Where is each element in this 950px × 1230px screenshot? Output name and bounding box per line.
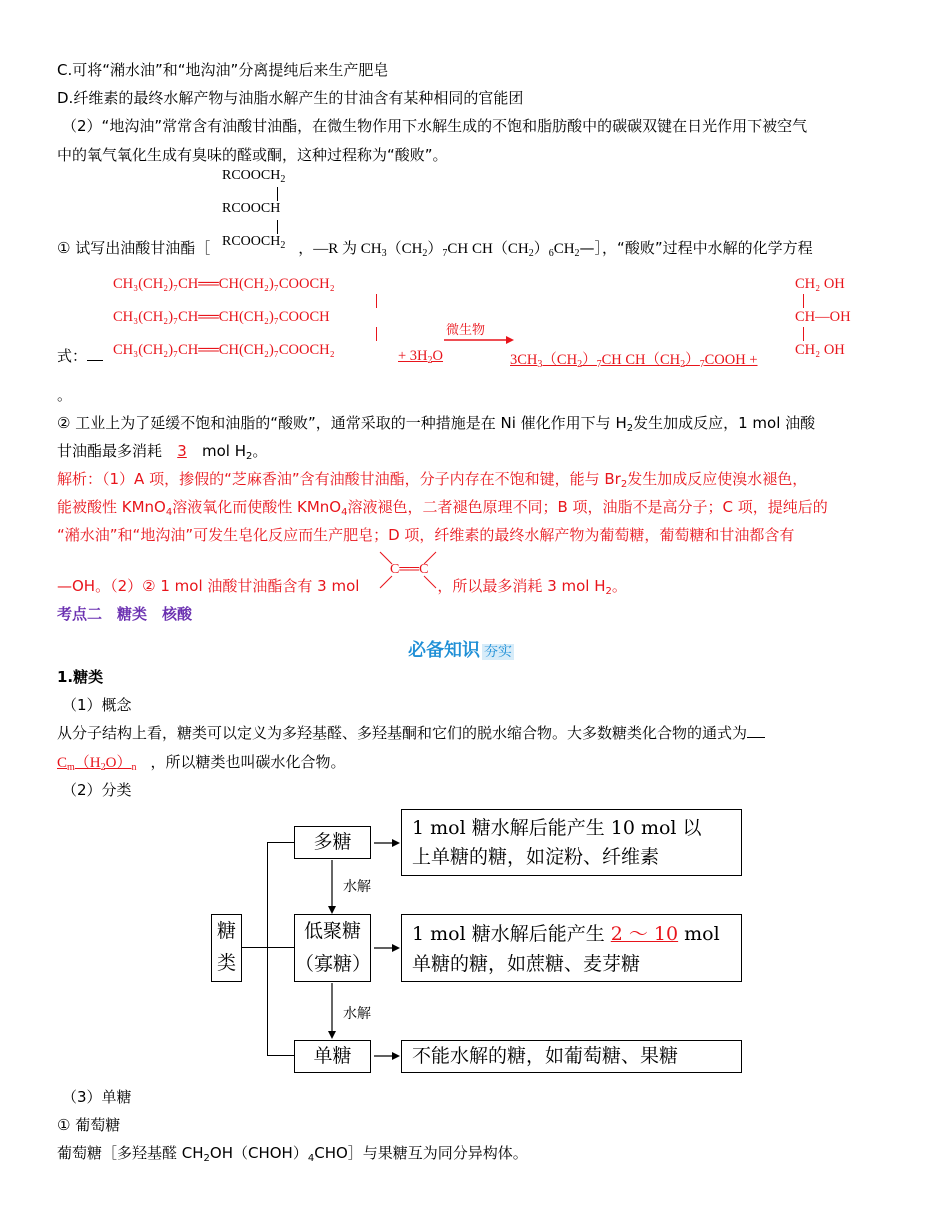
explanation-line1: 解析：（1）A 项，掺假的“芝麻香油”含有油酸甘油酯，分子内存在不饱和键，能与 $Br_2$发生加成反应使溴水褪色， bbox=[57, 470, 808, 490]
oligo-box: 低聚糖 （寡糖） bbox=[294, 914, 371, 982]
heading-sugars: 1.糖类 bbox=[57, 668, 104, 686]
reactant-row-1: CH₃(CH₂)₇CH══CH(CH₂)₇COOCH₂ bbox=[113, 276, 335, 292]
heading-monosaccharide: （3）单糖 bbox=[62, 1088, 132, 1106]
reactant-row-3: CH₃(CH₂)₇CH══CH(CH₂)₇COOCH₂ bbox=[113, 342, 335, 358]
hydrolysis-label-1: 水解 bbox=[343, 879, 371, 895]
structure-bond-2 bbox=[277, 220, 278, 234]
mono-box: 单糖 bbox=[294, 1040, 371, 1073]
poly-box: 多糖 bbox=[294, 826, 371, 859]
question-2-sub-line1: ② 工业上为了延缓不饱和油脂的“酸败”，通常采取的一种措施是在 Ni 催化作用下与 $H_2$发生加成反应，1 mol 油酸 bbox=[57, 414, 816, 434]
double-bond-label: C══C bbox=[390, 562, 429, 577]
explanation-line2: 能被酸性 KMnO$_4$溶液氧化而使酸性 KMnO$_4$溶液褪色，二者褪色原理不同；B 项，油脂不是高分子；C 项，提纯后的 bbox=[57, 498, 828, 518]
banner-title: 必备知识 bbox=[408, 640, 480, 661]
glucose-line: 葡萄糖［多羟基醛 $CH_2OH(CHOH)_4CHO]$与果糖互为同分异构体。 bbox=[57, 1144, 528, 1164]
equation-label: 式： bbox=[57, 346, 103, 366]
arrow-mono-desc bbox=[374, 1050, 400, 1062]
heading-glucose: ① 葡萄糖 bbox=[57, 1116, 121, 1134]
glycerol-row-2: CH—OH bbox=[795, 309, 851, 325]
root-box: 糖 类 bbox=[211, 914, 242, 982]
heading-concept: （1）概念 bbox=[62, 696, 132, 714]
arrow-label: 微生物 bbox=[446, 323, 486, 338]
banner-tag: 夯实 bbox=[484, 644, 512, 660]
section-heading: 考点二 糖类 核酸 bbox=[57, 605, 193, 623]
glycerol-row-3: CH₂ OH bbox=[795, 342, 845, 358]
structure-bond-1 bbox=[277, 187, 278, 201]
explanation-line3: “潲水油”和“地沟油”可发生皂化反应而生产肥皂；D 项，纤维素的最终水解产物为葡萄糖，葡萄糖和甘油都含有 bbox=[57, 526, 795, 544]
mono-desc-box: 不能水解的糖，如葡萄糖、果糖 bbox=[401, 1040, 742, 1073]
arrow-poly-desc bbox=[374, 837, 400, 849]
question-2-sub-line2: 甘油酯最多消耗 3 mol $H_2$。 bbox=[57, 442, 268, 462]
structure-row-2: RCOOCH bbox=[222, 201, 281, 216]
branch-poly bbox=[267, 842, 294, 843]
branch-oligo bbox=[267, 947, 294, 948]
arrow-oligo-desc bbox=[374, 942, 400, 954]
oligo-answer: 2 ～ 10 bbox=[610, 923, 679, 945]
option-d: D.纤维素的最终水解产物与油脂水解产生的甘油含有某种相同的官能团 bbox=[57, 89, 524, 107]
banner bbox=[408, 636, 514, 662]
formula-answer: $C_m(H_2O)_n$ bbox=[57, 755, 137, 773]
reactant-bond-2 bbox=[376, 327, 377, 341]
explanation-line4: —OH。（2）② 1 mol 油酸甘油酯含有 3 mol ，所以最多消耗 3 mol $H_2$。 bbox=[57, 577, 627, 597]
glycerol-bond-2 bbox=[803, 327, 804, 341]
question-2-line2: 中的氧气氧化生成有臭味的醛或酮，这种过程称为“酸败”。 bbox=[57, 146, 448, 164]
branch-mono bbox=[267, 1055, 294, 1056]
hydrolysis-label-2: 水解 bbox=[343, 1006, 371, 1022]
question-2-line1: （2）“地沟油”常常含有油酸甘油酯，在微生物作用下水解生成的不饱和脂肪酸中的碳碳双键在日光作用下被空气 bbox=[62, 117, 808, 135]
hydrolysis-arrow-2 bbox=[326, 983, 338, 1039]
structure-row-3: $RCOOCH_2$ bbox=[222, 234, 286, 251]
equation-end: 。 bbox=[57, 386, 73, 404]
product-term: $3CH_3(CH_2)_7CH$ $CH(CH_2)_7COOH$ + bbox=[510, 352, 758, 370]
concept-line2: $C_m(H_2O)_n$ ，所以糖类也叫碳水化合物。 bbox=[57, 753, 346, 773]
reactant-bond-1 bbox=[376, 294, 377, 308]
option-c: C.可将“潲水油”和“地沟油”分离提纯后来生产肥皂 bbox=[57, 61, 389, 79]
structure-row-1: $RCOOCH_2$ bbox=[222, 168, 286, 185]
concept-line1: 从分子结构上看，糖类可以定义为多羟基醛、多羟基酮和它们的脱水缩合物。大多数糖类化合物的通式为 bbox=[57, 723, 765, 743]
answer-3: 3 bbox=[177, 442, 187, 460]
question-1-line: ① 试写出油酸甘油酯［ ，—R 为 $CH_3(CH_2)_7CH$ $CH(CH_2)_6CH_2—]$，“酸败”过程中水解的化学方程 bbox=[57, 239, 813, 259]
water-term: + $3H_2O$ bbox=[398, 348, 444, 366]
glycerol-row-1: CH₂ OH bbox=[795, 276, 845, 292]
tree-trunk bbox=[267, 842, 268, 1056]
reactant-row-2: CH₃(CH₂)₇CH══CH(CH₂)₇COOCH bbox=[113, 309, 330, 325]
heading-classification: （2）分类 bbox=[62, 781, 132, 799]
reaction-arrow bbox=[444, 334, 514, 346]
oligo-desc-box: 1 mol 糖水解后能产生 2 ～ 10 mol 单糖的糖，如蔗糖、麦芽糖 bbox=[401, 914, 742, 982]
glycerol-bond-1 bbox=[803, 294, 804, 308]
root-connector bbox=[242, 947, 267, 948]
poly-desc-box: 1 mol 糖水解后能产生 10 mol 以 上单糖的糖，如淀粉、纤维素 bbox=[401, 809, 742, 876]
hydrolysis-arrow-1 bbox=[326, 860, 338, 914]
